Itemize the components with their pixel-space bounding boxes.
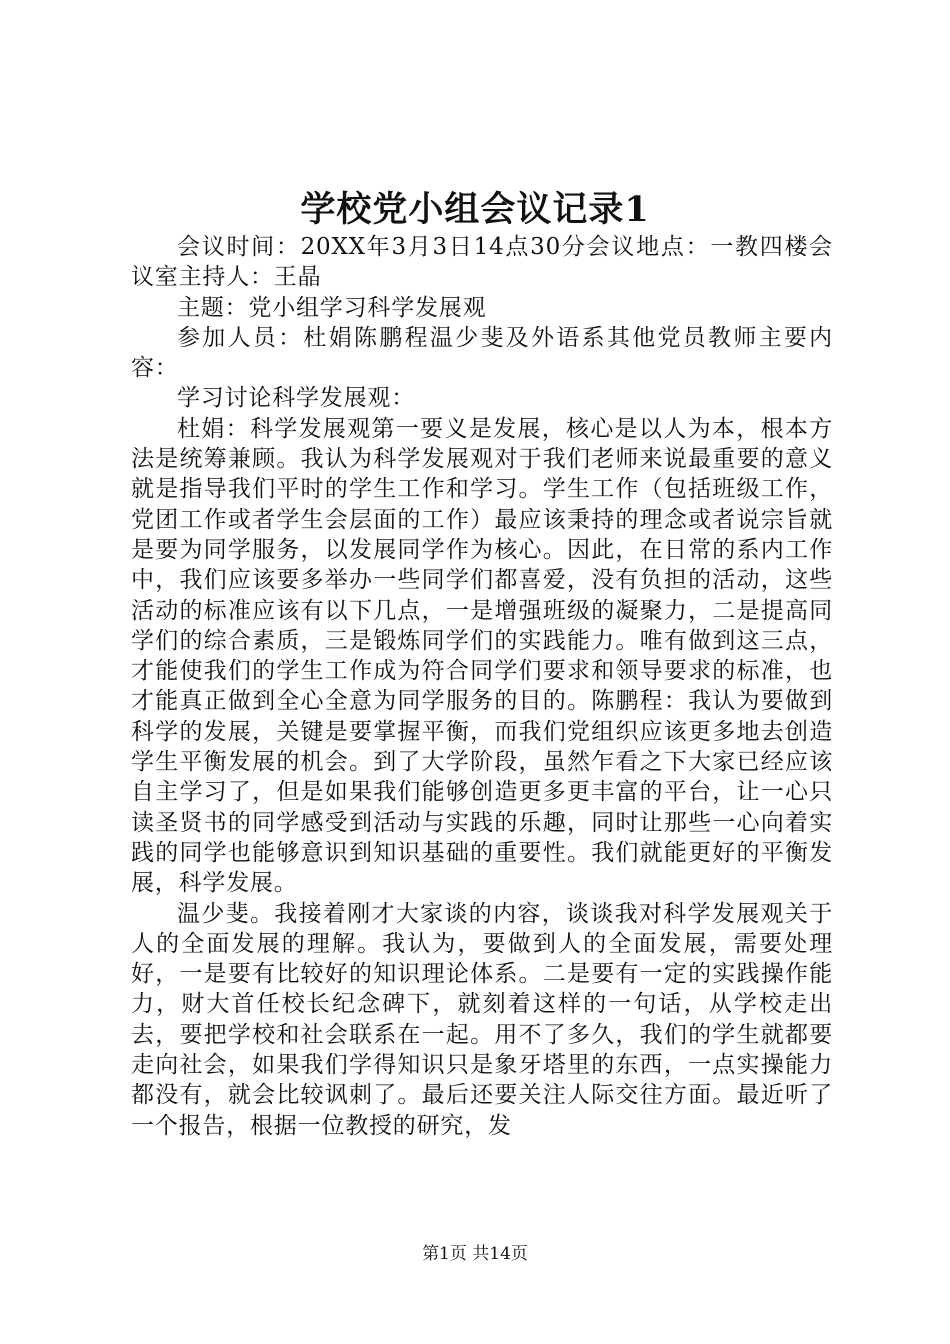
paragraph-meeting-info: 会议时间：20XX年3月3日14点30分会议地点：一教四楼会议室主持人：王晶 — [131, 234, 833, 291]
paragraph-study-heading: 学习讨论科学发展观： — [177, 385, 415, 412]
document-title: 学校党小组会议记录1 — [300, 189, 650, 230]
page-number-footer: 第1页 共14页 — [422, 1244, 528, 1264]
paragraph-topic: 主题：党小组学习科学发展观 — [177, 294, 487, 321]
paragraph-dujuan-chenpengcheng: 杜娟：科学发展观第一要义是发展，核心是以人为本，根本方法是统筹兼顾。我认为科学发展观对于我们老师来说最重要的意义就是指导我们平时的学生工作和学习。学生工作（包括班级工作，党团工作或者学生会层面的工作）最应该秉持的理念或者说宗旨就是要为同学服务，以发展同学作为核心。因此，在日常的系内工作中，我们应该要多举办一些同学们都喜爱，没有负担的活动，这些活动的标准应该有以下几点，一是增强班级的凝聚力，二是提高同学们的综合素质，三是锻炼同学们的实践能力。唯有做到这三点，才能使我们的学生工作成为符合同学们要求和领导要求的标准，也才能真正做到全心全意为同学服务的目的。陈鹏程：我认为要做到科学的发展，关键是要掌握平衡，而我们党组织应该更多地去创造学生平衡发展的机会。到了大学阶段，虽然乍看之下大家已经应该自主学习了，但是如果我们能够创造更多更丰富的平台，让一心只读圣贤书的同学感受到活动与实践的乐趣，同时让那些一心向着实践的同学也能够意识到知识基础的重要性。我们就能更好的平衡发展，科学发展。 — [131, 415, 833, 897]
paragraph-attendees: 参加人员：杜娟陈鹏程温少斐及外语系其他党员教师主要内容： — [131, 324, 833, 382]
document-body — [131, 232, 833, 1141]
paragraph-wenshaofei: 温少斐。我接着刚才大家谈的内容，谈谈我对科学发展观关于人的全面发展的理解。我认为，要做到人的全面发展，需要处理好，一是要有比较好的知识理论体系。二是要有一定的实践操作能力，财大首任校长纪念碑下，就刻着这样的一句话，从学校走出去，要把学校和社会联系在一起。用不了多久，我们的学生就都要走向社会，如果我们学得知识只是象牙塔里的东西，一点实操能力都没有，就会比较讽刺了。最后还要关注人际交往方面。最近听了一个报告，根据一位教授的研究，发 — [131, 900, 833, 1139]
